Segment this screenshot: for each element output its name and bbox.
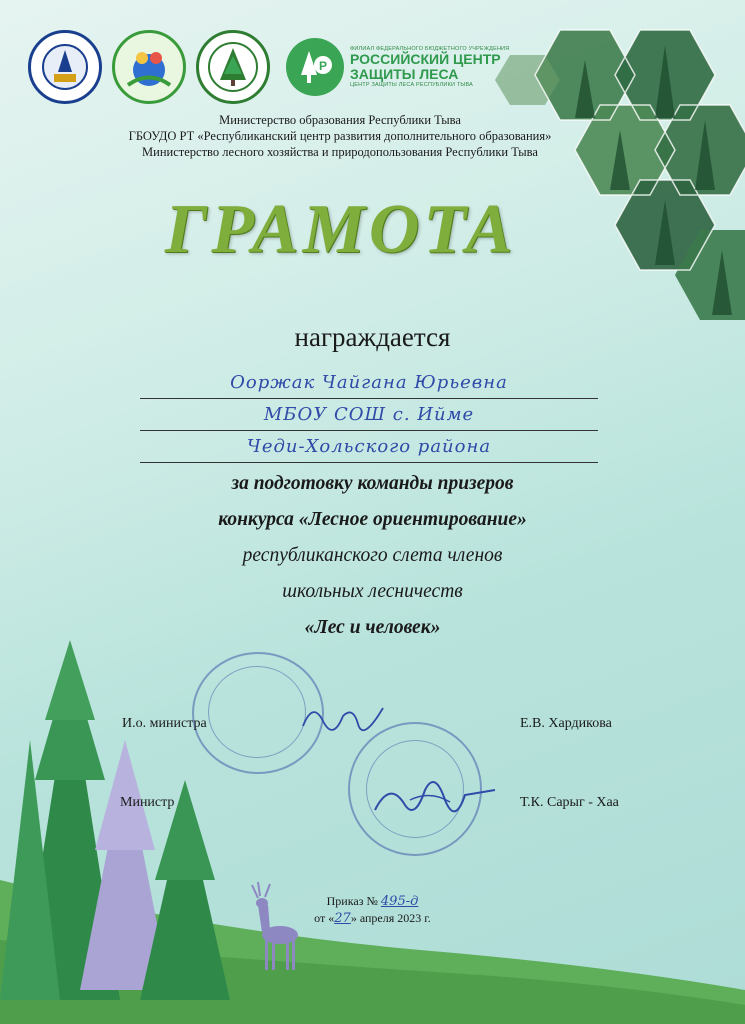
emblem-icon xyxy=(40,42,90,92)
signatory-role-2: Министр xyxy=(120,795,175,810)
signature-2 xyxy=(370,770,500,830)
ministry-education-logo xyxy=(28,30,102,104)
logo-strip xyxy=(28,22,509,112)
order-block xyxy=(0,893,745,927)
reason-line-2: конкурса «Лесное ориентирование» xyxy=(218,509,527,530)
org-line-2: ГБОУДО РТ «Республиканский центр развития дополнительного образования» xyxy=(128,129,552,143)
recipient-line-3: Чеди-Хольского района xyxy=(246,436,492,457)
org-line-3: Министерство лесного хозяйства и природопользования Республики Тыва xyxy=(142,145,538,159)
order-label: Приказ № xyxy=(326,894,378,908)
reason-line-4: школьных лесничеств xyxy=(282,581,463,602)
reason-line-5: «Лес и человек» xyxy=(304,617,441,638)
svg-text:Р: Р xyxy=(319,59,328,73)
spruce-icon xyxy=(206,40,260,94)
order-number: 495-д xyxy=(380,894,419,909)
organizations-block xyxy=(0,112,680,160)
awarded-text: награждается xyxy=(294,322,451,352)
rcz-name-2: ЗАЩИТЫ ЛЕСА xyxy=(350,66,459,82)
signatory-role-1: И.о. министра xyxy=(122,716,207,731)
reason-line-3: республиканского слета членов xyxy=(242,545,503,566)
rcz-small-bottom: ЦЕНТР ЗАЩИТЫ ЛЕСА РЕСПУБЛИКИ ТЫВА xyxy=(350,82,474,88)
order-from: от « xyxy=(314,911,335,925)
forest-protection-center-logo xyxy=(286,38,509,96)
certificate-title: ГРАМОТА xyxy=(165,191,517,268)
order-date-rest: » апреля 2023 г. xyxy=(350,911,431,925)
signatory-name-2: Т.К. Сарыг - Хаа xyxy=(520,795,619,810)
reason-line-1: за подготовку команды призеров xyxy=(231,473,514,494)
education-center-logo xyxy=(112,30,186,104)
signatory-name-1: Е.В. Хардикова xyxy=(520,716,612,731)
recipient-line-1: Ооржак Чайгана Юрьевна xyxy=(230,372,508,393)
signature-1 xyxy=(298,696,388,736)
rcz-small-top: ФИЛИАЛ ФЕДЕРАЛЬНОГО БЮДЖЕТНОГО УЧРЕЖДЕНИЯ xyxy=(350,46,510,52)
award-reason xyxy=(0,466,745,646)
order-day: 27 xyxy=(334,911,351,926)
org-line-1: Министерство образования Республики Тыва xyxy=(219,113,461,127)
forestry-ministry-logo xyxy=(196,30,270,104)
children-globe-icon xyxy=(122,40,176,94)
tree-p-icon xyxy=(286,38,344,96)
rcz-name-1: РОССИЙСКИЙ ЦЕНТР xyxy=(350,51,501,67)
hexagon-forest-cluster xyxy=(495,30,745,320)
recipient-line-2: МБОУ СОШ с. Ийме xyxy=(263,404,475,425)
